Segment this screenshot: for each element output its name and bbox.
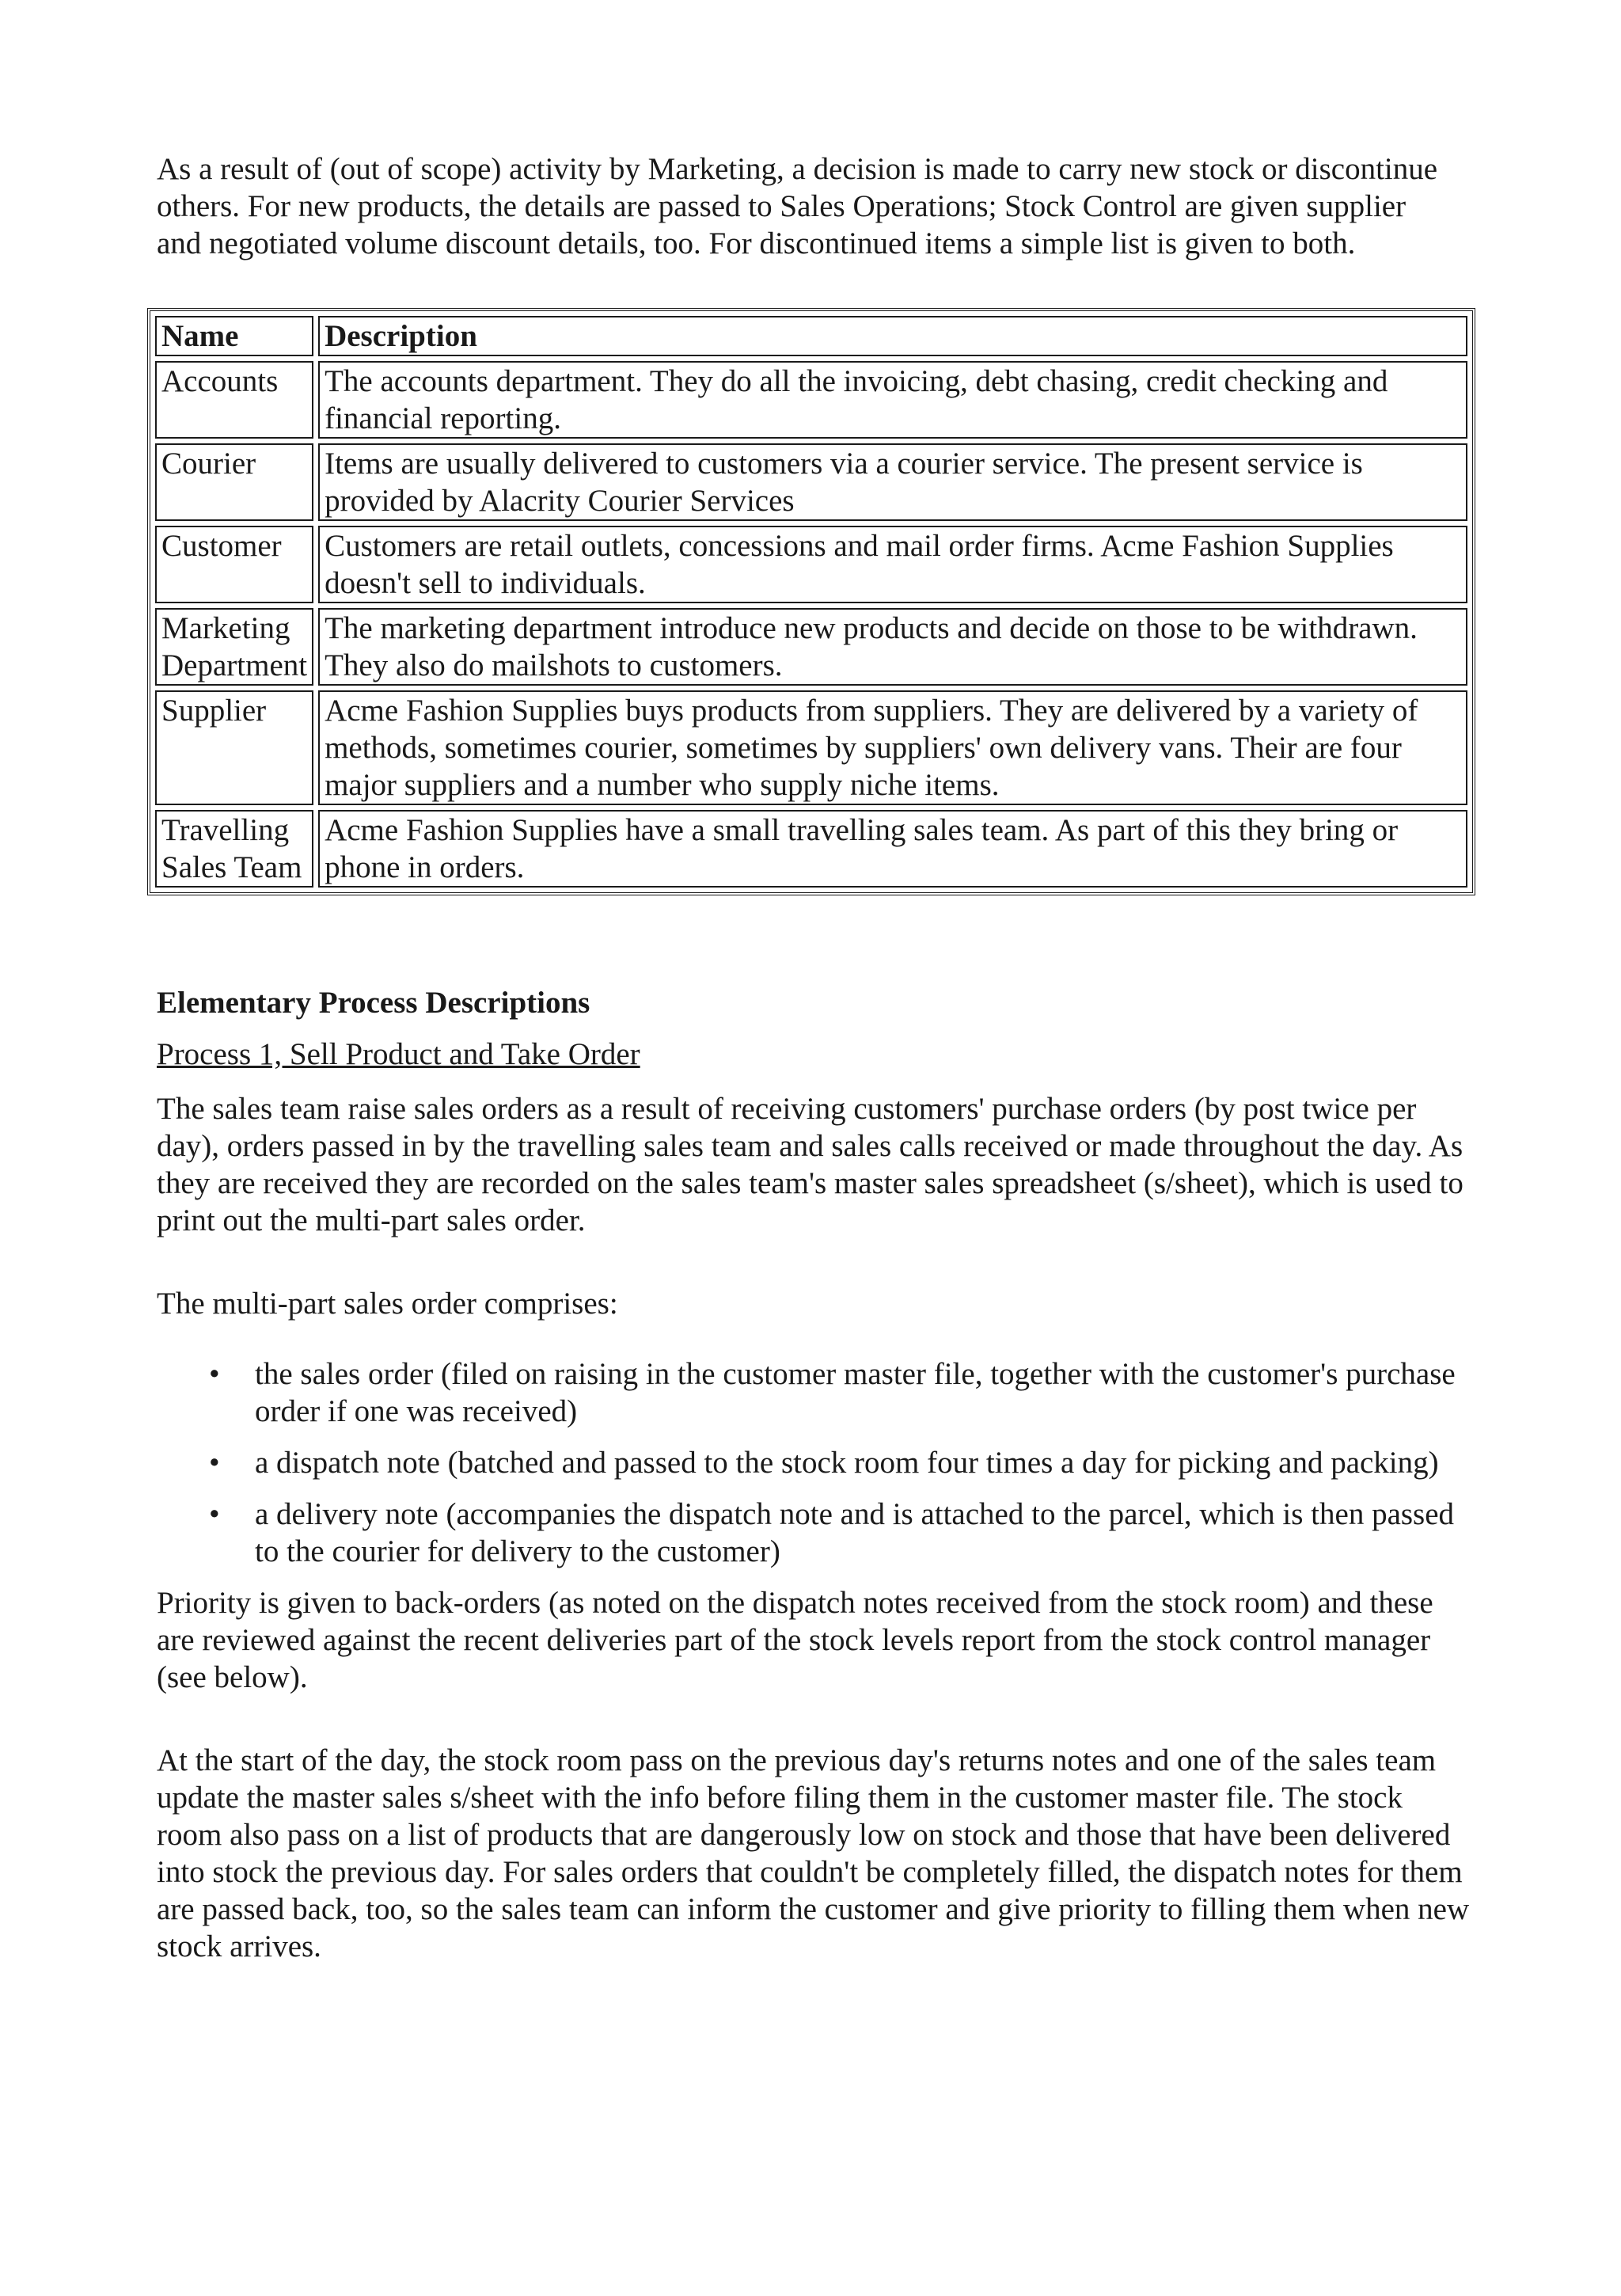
list-item bbox=[157, 1496, 1458, 1570]
row-description: Acme Fashion Supplies buys products from suppliers. They are delivered by a variety of methods, sometimes courier, sometimes by suppliers' own delivery vans. Their are four major suppliers and a number who supply niche items. bbox=[318, 690, 1467, 805]
list-item-text: a dispatch note (batched and passed to the stock room four times a day for picking and packing) bbox=[255, 1446, 1439, 1480]
process-paragraph-1: The sales team raise sales orders as a result of receiving customers' purchase orders (by post twice per day), orders passed in by the travelling sales team and sales calls received or made throughout the day. As they are received they are recorded on the sales team's master sales spreadsheet (s/sheet), which is used to print out the multi-part sales order. bbox=[157, 1092, 1463, 1237]
row-description: Acme Fashion Supplies have a small travelling sales team. As part of this they bring or phone in orders. bbox=[318, 810, 1467, 888]
process-paragraph-4: At the start of the day, the stock room pass on the previous day's returns notes and one of the sales team update the master sales s/sheet with the info before filing them in the customer master file. The stock room also pass on a list of products that are dangerously low on stock and those that have been delivered into stock the previous day. For sales orders that couldn't be completely filled, the dispatch notes for them are passed back, too, so the sales team can inform the customer and give priority to filling them when new stock arrives. bbox=[157, 1743, 1470, 1963]
bullet-icon: • bbox=[209, 1497, 220, 1531]
row-name: Travelling Sales Team bbox=[155, 810, 313, 888]
row-description: The marketing department introduce new products and decide on those to be withdrawn. They also do mailshots to customers. bbox=[318, 608, 1467, 686]
list-item-text: the sales order (filed on raising in the customer master file, together with the customer's purchase order if one was received) bbox=[255, 1357, 1456, 1428]
process-paragraph-2: The multi-part sales order comprises: bbox=[157, 1287, 618, 1321]
table-row bbox=[155, 810, 1467, 888]
process-paragraph-3: Priority is given to back-orders (as noted on the dispatch notes received from the stock room) and these are reviewed against the recent deliveries part of the stock levels report from the stock control manager (see below). bbox=[157, 1586, 1433, 1694]
bullet-icon: • bbox=[209, 1357, 220, 1391]
row-description: The accounts department. They do all the invoicing, debt chasing, credit checking and financial reporting. bbox=[318, 361, 1467, 439]
header-name: Name bbox=[155, 316, 313, 356]
row-description: Items are usually delivered to customers via a courier service. The present service is provided by Alacrity Courier Services bbox=[318, 443, 1467, 521]
intro-paragraph: As a result of (out of scope) activity by Marketing, a decision is made to carry new stock or discontinue others. For new products, the details are passed to Sales Operations; Stock Control are given supplier and negotiated volume discount details, too. For discontinued items a simple list is given to both. bbox=[157, 152, 1438, 260]
list-item-text: a delivery note (accompanies the dispatch note and is attached to the parcel, which is then passed to the courier for delivery to the customer) bbox=[255, 1497, 1455, 1568]
table-row bbox=[155, 361, 1467, 439]
table-row bbox=[155, 608, 1467, 686]
entity-table bbox=[147, 308, 1475, 895]
header-description: Description bbox=[318, 316, 1467, 356]
row-name: Customer bbox=[155, 526, 313, 603]
process-title: Process 1, Sell Product and Take Order bbox=[157, 1037, 640, 1071]
row-description: Customers are retail outlets, concessions and mail order firms. Acme Fashion Supplies doesn't sell to individuals. bbox=[318, 526, 1467, 603]
table-row bbox=[155, 526, 1467, 603]
list-item bbox=[157, 1444, 1458, 1481]
section-heading: Elementary Process Descriptions bbox=[157, 986, 590, 1020]
table-row bbox=[155, 443, 1467, 521]
bullet-icon: • bbox=[209, 1446, 220, 1480]
list-item bbox=[157, 1355, 1458, 1430]
table-header-row bbox=[155, 316, 1467, 356]
table-row bbox=[155, 690, 1467, 805]
row-name: Courier bbox=[155, 443, 313, 521]
row-name: Supplier bbox=[155, 690, 313, 805]
document-page bbox=[157, 150, 1471, 2011]
row-name: Marketing Department bbox=[155, 608, 313, 686]
order-parts-list bbox=[157, 1355, 1471, 1570]
row-name: Accounts bbox=[155, 361, 313, 439]
